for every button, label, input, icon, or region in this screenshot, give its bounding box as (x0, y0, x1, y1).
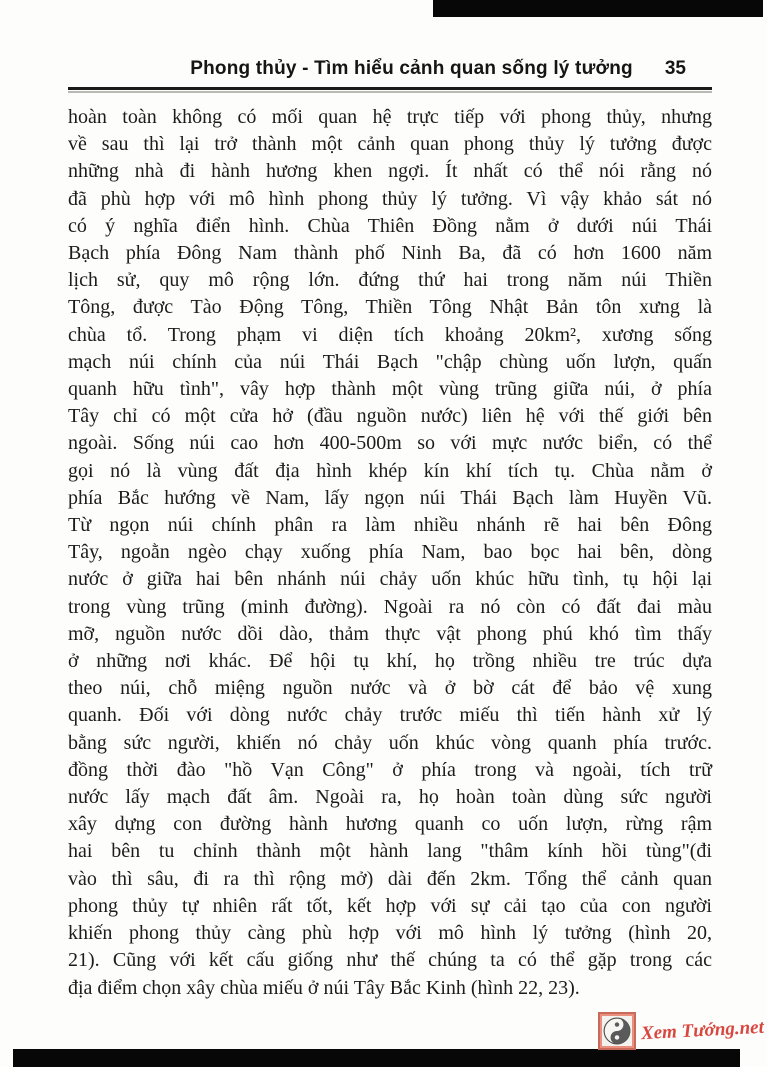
text-line: ngoài. Sống núi cao hơn 400-500m so với mực nước biển, có thể (68, 432, 712, 455)
text-line: mạch núi chính của núi Thái Bạch "chập chùng uốn lượn, quấn (68, 350, 712, 373)
page-header (68, 58, 712, 80)
text-line: theo núi, chỗ miệng nguồn nước và ở bờ cát để bảo vệ xung (68, 677, 712, 700)
header-rule-thick-line (68, 87, 712, 90)
text-line: ở những nơi khác. Để hội tụ khí, họ trồng nhiều tre trúc dựa (68, 650, 712, 673)
text-line: gọi nó là vùng đất địa hình khép kín khí tích tụ. Chùa nằm ở (68, 459, 712, 482)
bottom-scan-bar (13, 1049, 740, 1067)
text-line: bằng sức người, khiến nó chảy uốn khúc vòng quanh phía trước. (68, 731, 712, 754)
body-paragraph (68, 104, 712, 1002)
text-line: vào thì sâu, đi ra thì rộng mở) dài đến 2km. Tổng thể cảnh quan (68, 867, 712, 890)
text-line: Tây chỉ có một cửa hở (đầu nguồn nước) liên hệ với thế giới bên (68, 405, 712, 428)
text-line: quanh. Đối với dòng nước chảy trước miếu thì tiến hành xử lý (68, 704, 712, 727)
text-line: hai bên tu chỉnh thành một hành lang "thâm kính hồi tùng"(đi (68, 840, 712, 863)
text-line: nước lấy mạch đất âm. Ngoài ra, họ hoàn toàn dùng sức người (68, 786, 712, 809)
text-line: lịch sử, quy mô rộng lớn. đứng thứ hai trong năm núi Thiền (68, 269, 712, 292)
text-line: đồng thời đào "hồ Vạn Công" ở phía trong và ngoài, tích trữ (68, 758, 712, 781)
text-line: Tây, ngoằn ngèo chạy xuống phía Nam, bao bọc hai bên, dòng (68, 541, 712, 564)
text-line: khiến phong thủy càng phù hợp với mô hình lý tưởng (hình 20, (68, 922, 712, 945)
text-line: về sau thì lại trở thành một cảnh quan phong thủy lý tưởng được (68, 133, 712, 156)
text-line: có ý nghĩa điển hình. Chùa Thiên Đồng nằm ở dưới núi Thái (68, 214, 712, 237)
site-watermark (598, 1012, 764, 1050)
text-line: Tông, được Tào Động Tông, Thiền Tông Nhật Bản tôn xưng là (68, 296, 712, 319)
yin-yang-icon (598, 1012, 636, 1050)
page-number: 35 (664, 58, 686, 79)
text-line: mỡ, nguồn nước dồi dào, thảm thực vật phong phú khó tìm thấy (68, 622, 712, 645)
text-line: đã phù hợp với mô hình phong thủy lý tưởng. Vì vậy khảo sát nó (68, 187, 712, 210)
top-scan-bar (433, 0, 763, 17)
header-rule-thin-line (68, 91, 712, 93)
text-line: phía Bắc hướng về Nam, lấy ngọn núi Thái Bạch làm Huyền Vũ. (68, 486, 712, 509)
text-line: Từ ngọn núi chính phân ra làm nhiều nhánh rẽ hai bên Đông (68, 514, 712, 537)
text-line: trong vùng trũng (minh đường). Ngoài ra nó còn có đất đai màu (68, 595, 712, 618)
header-title: Phong thủy - Tìm hiểu cảnh quan sống lý tưởng (190, 58, 633, 79)
text-line: nước ở giữa hai bên nhánh núi chảy uốn khúc hữu tình, tụ hội lại (68, 568, 712, 591)
text-line: chùa tổ. Trong phạm vi diện tích khoảng 20km², xương sống (68, 323, 712, 346)
text-line: xây dựng con đường hành hương quanh co uốn lượn, rừng rậm (68, 813, 712, 836)
text-line: quanh hữu tình", vây hợp thành một vùng trũng giữa núi, ở phía (68, 378, 712, 401)
watermark-site-name: Xem Tướng.net (640, 1016, 765, 1045)
text-line: hoàn toàn không có mối quan hệ trực tiếp với phong thủy, nhưng (68, 106, 712, 128)
text-line: Bạch phía Đông Nam thành phố Ninh Ba, đã có hơn 1600 năm (68, 242, 712, 265)
text-line: địa điểm chọn xây chùa miếu ở núi Tây Bắc Kinh (hình 22, 23). (68, 976, 580, 999)
text-line: 21). Cũng với kết cấu giống như thế chúng ta có thể gặp trong các (68, 949, 712, 972)
header-rule (68, 87, 712, 93)
text-line: những nhà đi hành hương khen ngợi. Ít nhất có thể nói rằng nó (68, 160, 712, 183)
text-line: phong thủy tự nhiên rất tốt, kết hợp với sự cải tạo của con người (68, 894, 712, 917)
